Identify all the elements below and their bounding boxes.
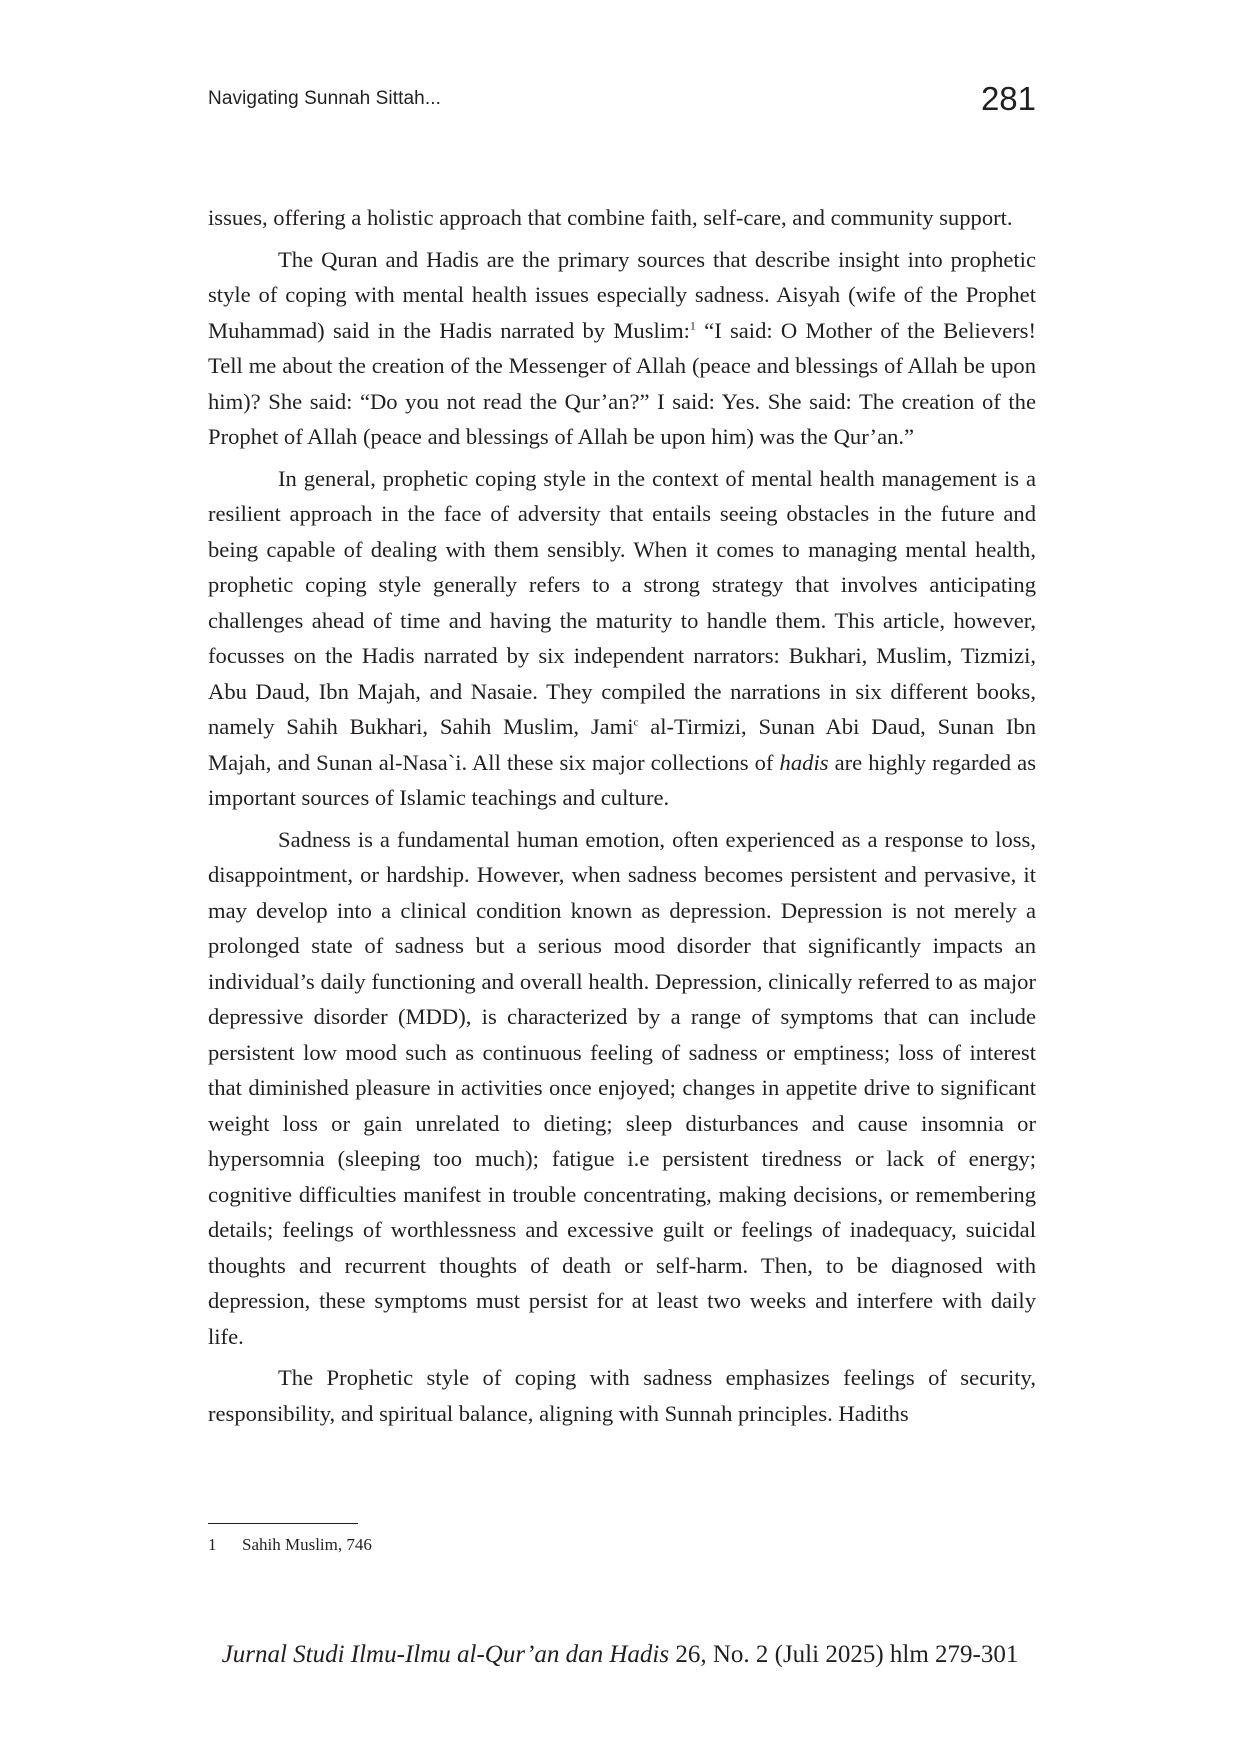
paragraph-text: “I said: O Mother of the Believers! Tell me about the creation of the Messenger of Allah (peace and blessings of Allah be upon him)? She said: “Do you not read the Qur’an?” I said: Yes. She said: The creation of the Prophet of Allah (peace and blessings of Allah be upon him) was the Qur’an.” bbox=[208, 317, 1036, 449]
paragraph-text: al-Tirmizi, Sunan Abi Daud, Sunan Ibn Majah, and Sunan al-Nasa`i. All these six major collections of bbox=[208, 714, 1036, 775]
paragraph-continuation: issues, offering a holistic approach that combine faith, self-care, and community support. bbox=[208, 205, 1013, 230]
paragraph-prophetic-style: The Prophetic style of coping with sadness emphasizes feelings of security, responsibility, and spiritual balance, aligning with Sunnah principles. Hadiths bbox=[208, 1365, 1036, 1426]
italic-term: hadis bbox=[779, 749, 829, 775]
journal-citation: 26, No. 2 (Juli 2025) hlm 279-301 bbox=[669, 1641, 1019, 1668]
running-title: Navigating Sunnah Sittah... bbox=[208, 88, 441, 109]
superscript-ayn: c bbox=[633, 716, 639, 729]
paragraph-prophetic-coping bbox=[208, 461, 1036, 816]
article-body bbox=[208, 200, 1036, 1431]
footnote-number: 1 bbox=[208, 1535, 217, 1554]
paragraph-quran-hadis bbox=[208, 242, 1036, 455]
paragraph-text: In general, prophetic coping style in the context of mental health management is a resilient approach in the face of adversity that entails seeing obstacles in the future and being capable of dealing with them sensibly. When it comes to managing mental health, prophetic coping style generally refers to a strong strategy that involves anticipating challenges ahead of time and having the maturity to handle them. This article, however, focusses on the Hadis narrated by six independent narrators: Bukhari, Muslim, Tizmizi, Abu Daud, Ibn Majah, and Nasaie. They compiled the narrations in six different books, namely Sahih Bukhari, Sahih Muslim, Jami bbox=[208, 465, 1036, 739]
paragraph-text: The Quran and Hadis are the primary sources that describe insight into prophetic style of coping with mental health issues especially sadness. Aisyah (wife of the Prophet Muhammad) said in the Hadis narrated by Muslim: bbox=[208, 246, 1036, 343]
paragraph-sadness-depression: Sadness is a fundamental human emotion, often experienced as a response to loss, disappointment, or hardship. However, when sadness becomes persistent and pervasive, it may develop into a clinical condition known as depression. Depression is not merely a prolonged state of sadness but a serious mood disorder that significantly impacts an individual’s daily functioning and overall health. Depression, clinically referred to as major depressive disorder (MDD), is characterized by a range of symptoms that can include persistent low mood such as continuous feeling of sadness or emptiness; loss of interest that diminished pleasure in activities once enjoyed; changes in appetite drive to significant weight loss or gain unrelated to dieting; sleep disturbances and cause insomnia or hypersomnia (sleeping too much); fatigue i.e persistent tiredness or lack of energy; cognitive difficulties manifest in trouble concentrating, making decisions, or remembering details; feelings of worthlessness and excessive guilt or feelings of inadequacy, suicidal thoughts and recurrent thoughts of death or self-harm. Then, to be diagnosed with depression, these symptoms must persist for at least two weeks and interfere with daily life. bbox=[208, 826, 1036, 1349]
footnote-reference[interactable]: 1 bbox=[689, 317, 696, 332]
page-number: 281 bbox=[980, 80, 1036, 117]
footnote-divider bbox=[208, 1523, 358, 1524]
footnote-text: Sahih Muslim, 746 bbox=[242, 1535, 372, 1554]
paragraph-text: are highly regarded as important sources of Islamic teachings and culture. bbox=[208, 749, 1037, 810]
footnote-1 bbox=[208, 1535, 372, 1555]
journal-name: Jurnal Studi Ilmu-Ilmu al-Qur’an dan Hadis bbox=[221, 1641, 670, 1668]
journal-footer bbox=[0, 1641, 1240, 1669]
